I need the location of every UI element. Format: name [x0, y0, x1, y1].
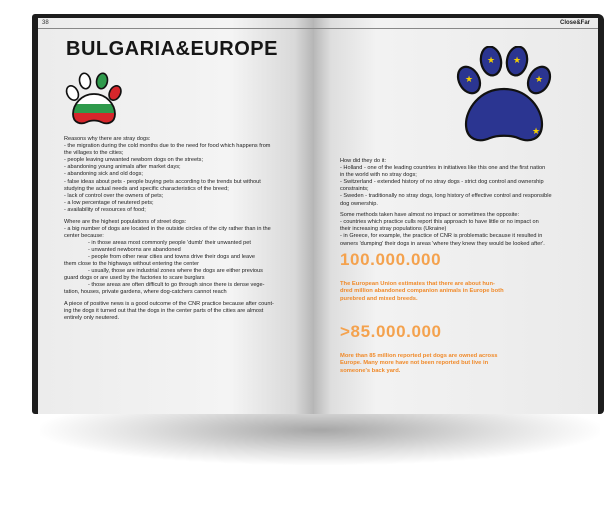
stat-abandoned-animals: 100.000.000	[340, 250, 442, 269]
populations-paragraph: Where are the highest populations of street dogs: - a big number of dogs are located in the outside circles of the city rather than in the center because: - in those areas most commonly people 'dumb' their unwanted pet - unwanted newborns are abandoned - people from other near cities and towns drive their dogs and leave them close to the highways without entering the center - usually, those are industrial zones where the dogs are either previous guard dogs or are used by the factories to scare burglars - those areas are often difficult to go through since there is dense vege- tation, houses, private gardens, where dog-catchers cannot reach	[64, 218, 271, 296]
positive-news-paragraph: A piece of positive news is a good outcome of the CNR practice because after count- ing the dogs it turned out that the dogs in the center parts of the cities are almost entirely only neutered.	[64, 301, 274, 322]
page-number: 38	[42, 20, 49, 26]
svg-text:★: ★	[512, 56, 522, 66]
methods-paragraph: Some methods taken have almost no impact or sometimes the opposite: - countries which practice culls report this approach to have little or no impact on their increasing stray populations (Ukraine) - in Greece, for example, the practice of CNR is problematic because it resulted in owners 'dumping' their dogs in areas 'where they knew they would be looked after'.	[340, 212, 545, 247]
svg-text:★: ★	[464, 75, 474, 85]
right-page	[314, 18, 598, 414]
magazine-brand: Close&Far	[559, 20, 590, 26]
stat-abandoned-caption: The European Union estimates that there are about hun- dred million abandoned companion animals in Europe both purebred and mixed breeds.	[340, 281, 504, 302]
right-body-text	[340, 158, 592, 252]
header-rule	[314, 28, 598, 29]
eu-flag-paw-icon	[450, 46, 558, 146]
svg-text:★: ★	[534, 75, 544, 85]
reasons-paragraph: Reasons why there are stray dogs: - the migration during the cold months due to the need for food which happens from the villages to the cities; - people leaving unwanted newborn dogs on the streets; - abandoning young animals after market days; - abandoning sick and old dogs; - false ideas about pets - people buying pets according to the trends but without studying the actual needs and specific characteristics of the breed; - lack of control over the owners of pets; - a low percentage of neutered pets; - availability of resources of food;	[64, 136, 271, 213]
how-paragraph: How did they do it: - Holland - one of the leading countries in initiatives like this one and the first nation in the world with no stray dogs; - Switzerland - extended history of no stray dogs - strict dog control and ownership constraints; - Sweden - traditionally no stray dogs, long history of effective control and responsible dog ownership.	[340, 158, 552, 207]
left-page	[38, 18, 314, 414]
stat-pet-dogs: >85.000.000	[340, 322, 442, 341]
header-rule	[38, 28, 314, 29]
svg-text:★: ★	[486, 56, 496, 66]
stat-pet-dogs-caption: More than 85 million reported pet dogs are owned across Europe. Many more have not been reported but live in someone's back yard.	[340, 353, 498, 374]
bulgaria-flag-paw-icon	[64, 72, 124, 126]
page-title: BULGARIA&EUROPE	[66, 38, 278, 60]
svg-text:★: ★	[531, 127, 541, 137]
left-body-text	[64, 136, 308, 327]
